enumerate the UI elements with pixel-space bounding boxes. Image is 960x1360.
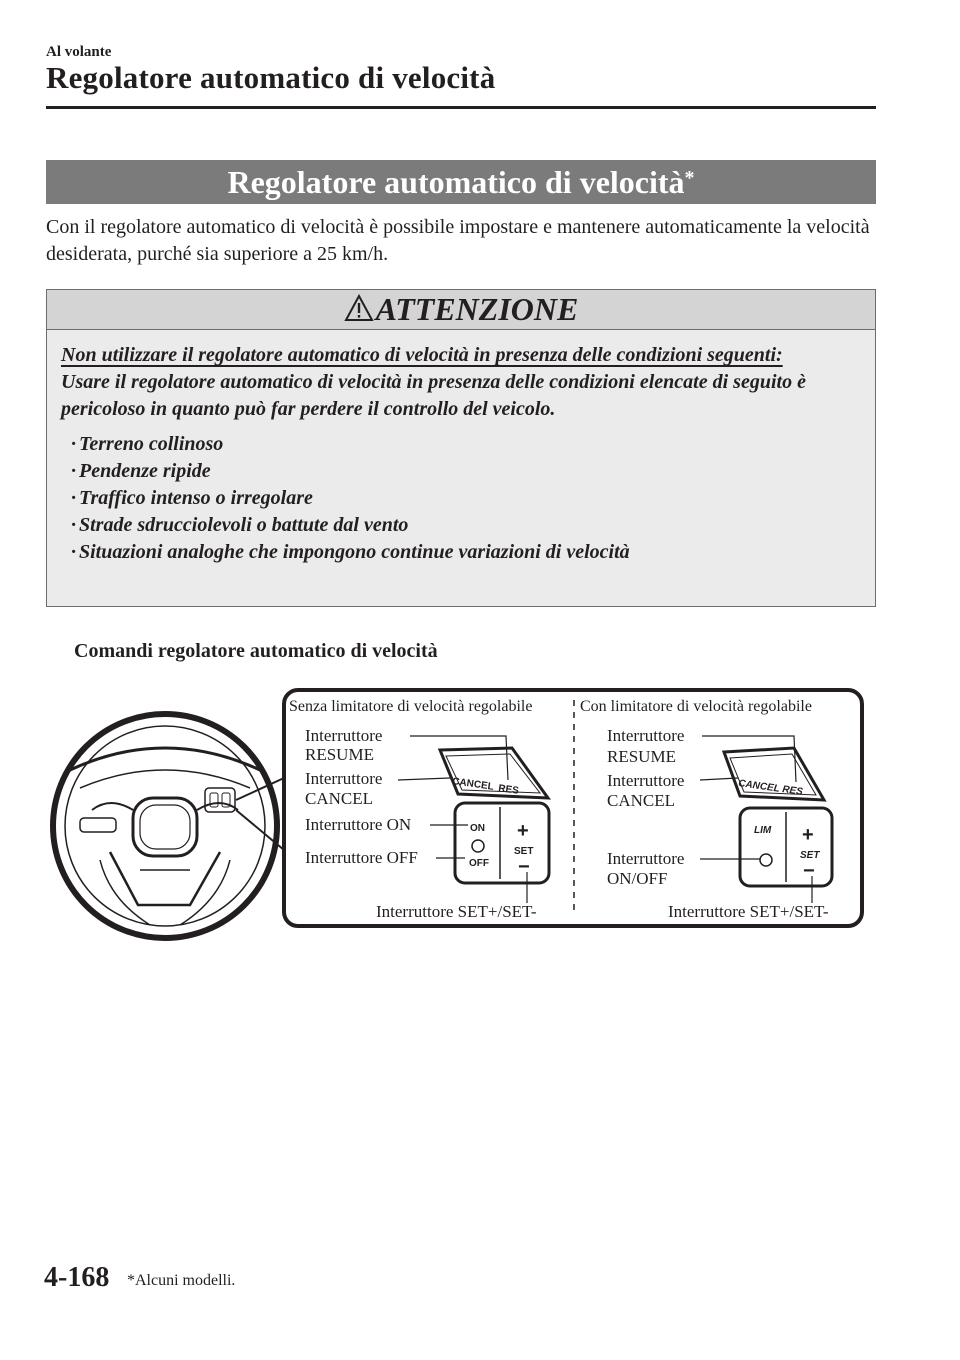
right-resume-label-2: RESUME [607, 747, 676, 766]
right-set-label: Interruttore SET+/SET- [668, 902, 829, 921]
warning-list [61, 431, 861, 566]
left-off-label: Interruttore OFF [305, 848, 418, 867]
warning-heading: ATTENZIONE [375, 291, 579, 327]
left-cancel-label-1: Interruttore [305, 769, 383, 788]
left-plus-button-text: + [517, 820, 529, 842]
right-plus-button-text: + [802, 824, 814, 846]
right-switch-cluster [724, 748, 832, 886]
warning-triangle-icon [344, 294, 374, 322]
left-panel-title: Senza limitatore di velocità regolabile [289, 698, 533, 715]
right-cancel-label-2: CANCEL [607, 791, 675, 810]
left-on-label: Interruttore ON [305, 815, 412, 834]
banner-asterisk: * [684, 166, 695, 189]
left-on-button-text: ON [470, 823, 485, 834]
list-item: · Strade sdrucciolevoli o battute dal vento [71, 512, 861, 539]
page-number: 4-168 [44, 1262, 110, 1293]
warning-text: Usare il regolatore automatico di velocità in presenza delle condizioni elencate di seguito è pericoloso in quanto può far perdere il controllo del veicolo. [61, 371, 806, 420]
warning-body [61, 342, 861, 566]
left-resume-label-2: RESUME [305, 745, 374, 764]
left-res-button-text: RES [497, 783, 520, 797]
right-onoff-label-1: Interruttore [607, 849, 685, 868]
right-onoff-label-2: ON/OFF [607, 869, 668, 888]
right-res-button-text: RES [781, 784, 804, 798]
banner-title: Regolatore automatico di velocità [227, 163, 685, 200]
left-minus-button-text: − [518, 856, 530, 878]
right-panel-title: Con limitatore di velocità regolabile [580, 698, 812, 715]
warning-lead: Non utilizzare il regolatore automatico di velocità in presenza delle condizioni seguenti: [61, 344, 783, 366]
right-cancel-label-1: Interruttore [607, 771, 685, 790]
left-off-button-text: OFF [469, 858, 489, 869]
title-rule [46, 106, 876, 109]
list-item: · Traffico intenso o irregolare [71, 485, 861, 512]
right-minus-button-text: − [803, 860, 815, 882]
warning-header [47, 290, 875, 330]
left-cancel-button-text: CANCEL [451, 776, 495, 793]
page-title: Regolatore automatico di velocità [46, 60, 496, 95]
warning-box [46, 289, 876, 607]
left-resume-label-1: Interruttore [305, 726, 383, 745]
left-switch-cluster [440, 748, 549, 883]
right-set-button-text: SET [800, 850, 820, 861]
figure-caption: Comandi regolatore automatico di velocità [74, 640, 438, 662]
right-resume-label-1: Interruttore [607, 726, 685, 745]
left-set-label: Interruttore SET+/SET- [376, 902, 537, 921]
list-item: · Terreno collinoso [71, 431, 861, 458]
right-cancel-button-text: CANCEL [737, 778, 781, 795]
list-item: · Pendenze ripide [71, 458, 861, 485]
left-set-button-text: SET [514, 846, 534, 857]
section-banner [46, 160, 876, 204]
steering-wheel-illustration [53, 714, 284, 938]
intro-paragraph: Con il regolatore automatico di velocità è possibile impostare e mantenere automaticamente la velocità desiderata, purché sia superiore a 25 km/h. [46, 216, 870, 265]
footnote: *Alcuni modelli. [127, 1272, 236, 1289]
left-cancel-label-2: CANCEL [305, 789, 373, 808]
section-label: Al volante [46, 44, 112, 60]
controls-figure [0, 660, 960, 960]
list-item: · Situazioni analoghe che impongono continue variazioni di velocità [71, 539, 861, 566]
right-lim-button-text: LIM [754, 825, 772, 836]
